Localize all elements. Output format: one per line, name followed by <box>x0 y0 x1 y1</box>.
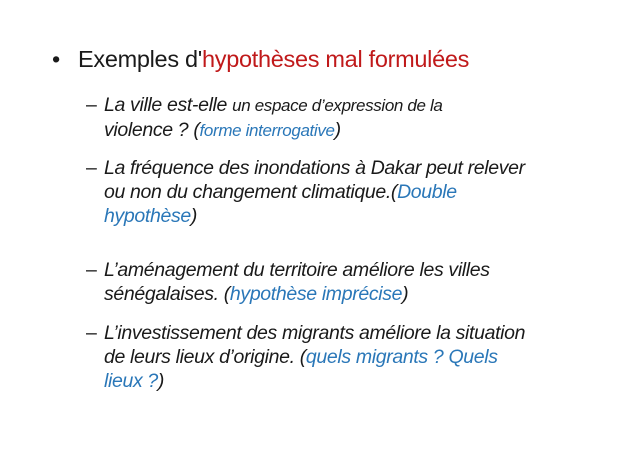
dash: – <box>86 157 97 179</box>
text: ) <box>334 119 341 141</box>
sub-item-2 <box>86 156 578 228</box>
text: ) <box>402 283 409 305</box>
line <box>86 204 578 228</box>
line <box>86 118 578 143</box>
line: L’aménagement du territoire améliore les villes <box>104 259 490 281</box>
line <box>86 369 578 393</box>
text: un espace d’expression de la <box>232 96 443 115</box>
note: lieux ? <box>104 370 158 392</box>
text: sénégalaises. ( <box>104 283 230 305</box>
dash: – <box>86 259 97 281</box>
text: ) <box>190 205 197 227</box>
dash: – <box>86 322 97 344</box>
sub-item-1 <box>86 93 578 143</box>
text: ou non du changement climatique.( <box>104 181 398 203</box>
note: hypothèse imprécise <box>229 283 403 305</box>
text: violence ? ( <box>104 119 200 141</box>
note: forme interrogative <box>199 121 335 140</box>
sub-item-4 <box>86 321 578 393</box>
sub-item-3 <box>86 258 578 306</box>
line <box>86 93 578 118</box>
main-bullet <box>52 46 469 73</box>
text: ) <box>157 370 165 392</box>
dash: – <box>86 94 97 116</box>
line <box>86 345 578 369</box>
line: L’investissement des migrants améliore la situation <box>104 322 526 344</box>
text: de leurs lieux d’origine. ( <box>104 346 306 368</box>
note: Double <box>397 181 457 203</box>
line <box>86 282 578 306</box>
bullet-highlight: hypothèses mal formulées <box>201 46 470 72</box>
text: La ville est-elle <box>104 94 233 116</box>
note: quels migrants ? Quels <box>305 346 498 368</box>
bullet-dot: • <box>52 46 60 72</box>
line <box>86 180 578 204</box>
line: La fréquence des inondations à Dakar peut relever <box>104 157 525 179</box>
note: hypothèse <box>104 205 191 227</box>
bullet-prefix: Exemples d' <box>78 46 202 72</box>
